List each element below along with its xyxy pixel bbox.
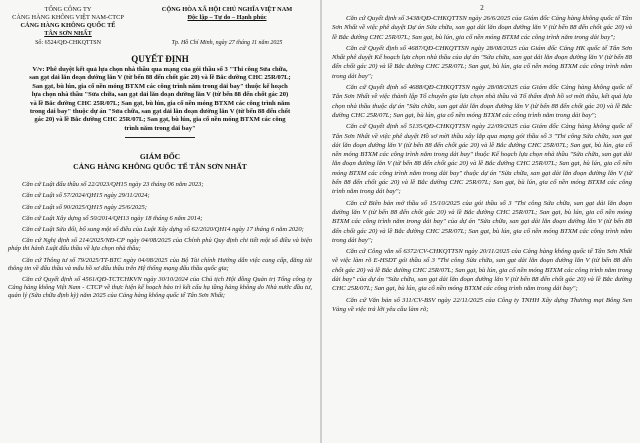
document-number: Số: 6524/QĐ-CHKQTTSN — [35, 40, 101, 46]
document-header — [8, 6, 312, 38]
document-subject: V/v: Phê duyệt kết quả lựa chọn nhà thầu qua mạng của gói thầu số 3 "Thi công Sửa chữa, san gạt dải lăn đoạn đường lăn V (từ bến 88 đến chốt gác 20) và lề Bắc đường CHC 25R/07L; San gạt, bù lún, gia cố nền móng BTXM các công trình năm trong dải bay" thuộc kế hoạch lựa chọn nhà thầu "Sửa chữa, san gạt dải lăn đoạn đường lăn V (từ bến 88 đến chốt gác 20) và lề Bắc đường CHC 25R/07L; San gạt, bù lún, gia cố nền móng BTXM các công trình năm trong dải bay" thuộc dự án "Sửa chữa, san gạt dải lăn đoạn đường lăn V (từ bến 88 đến chốt gác 20) và lề Bắc đường CHC 25R/07L; San gạt, bù lún, gia cố nền móng BTXM các công trình năm trong dải bay" — [29, 66, 291, 132]
legal-basis-item: Căn cứ Luật Xây dựng số 50/2014/QH13 ngày 18 tháng 6 năm 2014; — [22, 214, 203, 222]
document-page-2 — [322, 0, 640, 443]
legal-basis-item: Căn cứ Luật đấu thầu số 22/2023/QH15 ngày 23 tháng 06 năm 2023; — [22, 181, 204, 189]
org-line-1: TỔNG CÔNG TY — [44, 6, 92, 13]
legal-basis-item: Căn cứ Quyết định số 4688/QĐ-CHKQTTSN ngày 28/08/2025 của Giám đốc Cảng hàng không quốc tế Tân Sơn Nhất về việc thành lập Tổ chuyên gia lựa chọn nhà thầu và Tổ thẩm định hồ sơ mời thầu, kết quả lựa chọn nhà thầu thuộc dự án "Sửa chữa, san gạt dải lăn đoạn đường lăn V (từ bến 88 đến chốt gác 20) và lề Bắc đường CHC 25R/07L; San gạt, bù lún, gia cố nền móng BTXM các công trình năm trong dải bay"; — [332, 84, 632, 119]
legal-bases — [8, 181, 312, 300]
document-title: QUYẾT ĐỊNH — [131, 54, 189, 64]
legal-basis-item: Căn cứ Luật Sửa đổi, bổ sung một số điều của Luật Xây dựng số 62/2020/QH14 ngày 17 tháng 6 năm 2020; — [22, 226, 304, 234]
director-organization: CẢNG HÀNG KHÔNG QUỐC TẾ TÂN SƠN NHẤT — [73, 162, 247, 172]
legal-basis-item: Căn cứ Quyết định số 3438/QĐ-CHKQTTSN ngày 26/6/2025 của Giám đốc Cảng hàng không quốc tế Tân Sơn Nhất về việc phê duyệt Dự án Sửa chữa, san gạt dải lăn đoạn đường lăn V (từ bến 88 đến chốt gác 20) và lề Bắc đường CHC 25R/07L; San gạt, bù lún, gia cố nền móng BTXM các công trình năm trong dải bay"; — [332, 15, 632, 41]
legal-basis-item: Căn cứ Biên bản mở thầu số 15/10/2025 của gói thầu số 3 "Thi công Sửa chữa, san gạt dải lăn đoạn đường lăn V (từ bến 88 đến chốt gác 20) và lề Bắc đường CHC 25R/07L; San gạt, bù lún, gia cố nền móng BTXM các công trình năm trong dải bay" của dự án "Sửa chữa, san gạt dải lăn đoạn đường lăn V (từ bến 88 đến chốt gác 20) và lề Bắc đường CHC 25R/07L; San gạt, bù lún, gia cố nền móng BTXM các công trình năm trong dải bay"; — [332, 199, 632, 244]
legal-basis-item: Căn cứ Nghị định số 214/2025/NĐ-CP ngày 04/08/2025 của Chính phủ Quy định chi tiết một số điều và biện pháp thi hành Luật đấu thầu về lựa chọn nhà thầu; — [8, 237, 312, 253]
national-motto: Độc lập – Tự do – Hạnh phúc — [187, 14, 267, 21]
legal-basis-item: Căn cứ Luật số 57/2024/QH15 ngày 29/11/2024; — [22, 192, 150, 200]
director-title: GIÁM ĐỐC — [139, 152, 181, 162]
national-heading — [142, 6, 312, 38]
org-line-3: CẢNG HÀNG KHÔNG QUỐC TẾ — [20, 22, 116, 29]
divider — [125, 137, 195, 138]
legal-basis-item: Căn cứ Văn bản số 311/CV-BSV ngày 22/11/2025 của Công ty TNHH Xây dựng Thương mại Bông Sen Vàng về việc trả lời yêu cầu làm rõ; — [332, 296, 632, 313]
legal-basis-item: Căn cứ Quyết định số 4687/QĐ-CHKQTTSN ngày 28/08/2025 của Giám đốc Cảng HK quốc tế Tân Sơn Nhất phê duyệt Kế hoạch lựa chọn nhà thầu của dự án "Sửa chữa, san gạt dải lăn đoạn đường lăn V (từ bến 88 đến chốt gác 20) và lề Bắc đường CHC 25R/07L; San gạt, bù lún, gia cố nền móng BTXM các công trình năm trong dải bay"; — [332, 44, 632, 80]
nation-name: CỘNG HÒA XÃ HỘI CHỦ NGHĨA VIỆT NAM — [161, 6, 293, 13]
page-2-body — [332, 14, 632, 314]
legal-basis-item: Căn cứ Công văn số 6372/CV-CHKQTTSN ngày 20/11/2025 của Cảng hàng không quốc tế Tân Sơn Nhất về việc làm rõ E-HSDT gói thầu số 3 "Thi công Sửa chữa, san gạt dải lăn đoạn đường lăn V (từ bến 88 đến chốt gác 20) và lề Bắc đường CHC 25R/07L; San gạt, bù lún, gia cố nền móng BTXM các công trình năm trong dải bay" của dự án "Sửa chữa, san gạt dải lăn đoạn đường lăn V (từ bến 88 đến chốt gác 20) và lề Bắc đường CHC 25R/07L; San gạt, bù lún, gia cố nền móng BTXM các công trình năm trong dải bay"; — [332, 248, 632, 293]
org-line-4: TÂN SƠN NHẤT — [44, 30, 92, 37]
place-and-date: Tp. Hồ Chí Minh, ngày 27 tháng 11 năm 2025 — [171, 40, 283, 46]
org-line-2: CẢNG HÀNG KHÔNG VIỆT NAM-CTCP — [12, 14, 124, 21]
page-number: 2 — [480, 4, 484, 12]
legal-basis-item: Căn cứ Luật số 90/2025/QH15 ngày 25/6/2025; — [22, 203, 147, 211]
issuing-organization — [8, 6, 128, 38]
legal-basis-item: Căn cứ Quyết định số 5135/QĐ-CHKQTTSN ngày 22/09/2025 của Giám đốc Cảng hàng không quốc tế Tân Sơn Nhất về việc phê duyệt Hồ sơ mời thầu xây lắp qua mạng gói thầu số 3 "Thi công Sửa chữa, san gạt dải lăn đoạn đường lăn V (từ bến 88 đến chốt gác 20) và lề Bắc đường CHC 25R/07L; San gạt, bù lún, gia cố nền móng BTXM các công trình năm trong dải bay" thuộc Kế hoạch lựa chọn nhà thầu "Sửa chữa, san gạt dải lăn đoạn đường lăn V (từ bến 88 đến chốt gác 20) và lề Bắc đường CHC 25R/07L; San gạt, bù lún, gia cố nền móng BTXM các công trình năm trong dải bay" thuộc dự án "Sửa chữa, san gạt dải lăn đoạn đường lăn V (từ bến 88 đến chốt gác 20) và lề Bắc đường CHC 25R/07L; San gạt, bù lún, gia cố nền móng BTXM các công trình năm trong dải bay"; — [332, 123, 632, 196]
legal-basis-item: Căn cứ Quyết định số 4561/QĐ-TCTCHKVN ngày 30/10/2024 của Chủ tịch Hội đồng Quản trị Tổng công ty Cảng hàng không Việt Nam - CTCP về thực hiện kế hoạch bảo trì kết cấu hạ tầng hàng không do Nhà nước đầu tư, quản lý (Sửa chữa định kỳ) năm 2025 của Cảng hàng không quốc tế Tân Sơn Nhất; — [8, 276, 312, 300]
legal-basis-item: Căn cứ Thông tư số 79/2025/TT-BTC ngày 04/08/2025 của Bộ Tài chính Hướng dẫn việc cung cấp, đăng tải thông tin về đấu thầu và mẫu hồ sơ đấu thầu trên Hệ thống mạng đấu thầu quốc gia; — [8, 256, 312, 272]
